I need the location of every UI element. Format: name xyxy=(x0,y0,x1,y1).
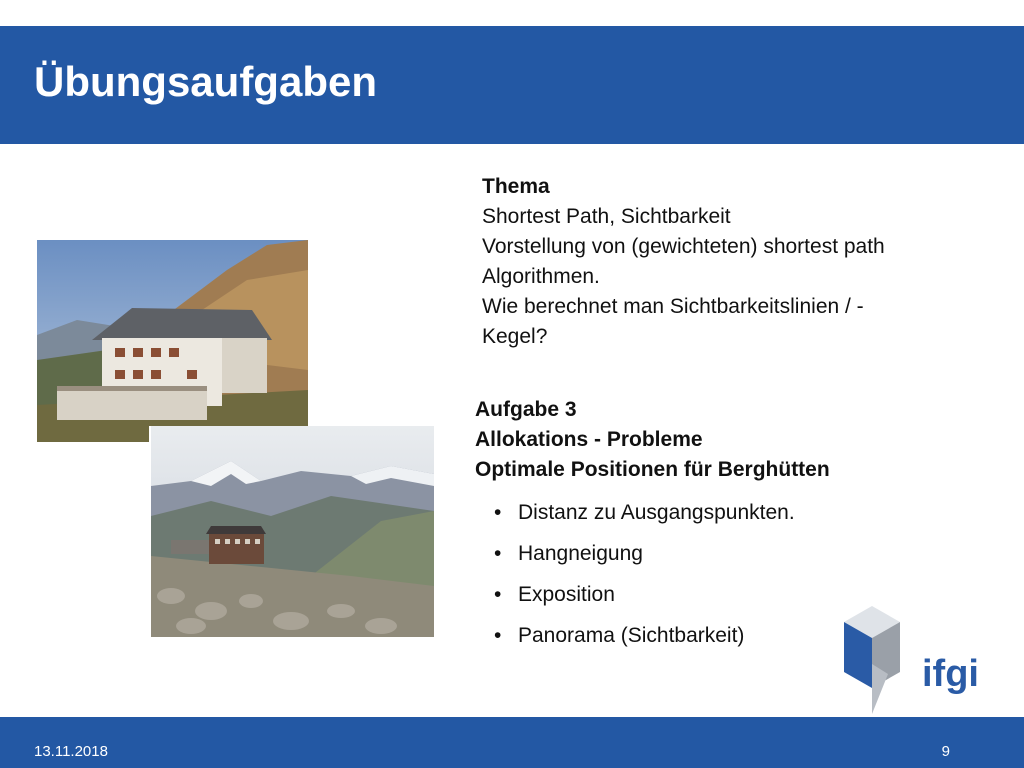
list-item-text: Distanz zu Ausgangspunkten. xyxy=(518,501,795,524)
list-item-text: Exposition xyxy=(518,583,615,606)
list-item xyxy=(494,619,795,660)
footer-band xyxy=(0,717,1024,768)
list-item xyxy=(494,537,795,578)
topic-heading: Thema xyxy=(482,175,550,198)
task-heading: Aufgabe 3 xyxy=(475,398,577,421)
bullet-icon: • xyxy=(494,583,502,606)
photo-mountain-hut-1 xyxy=(37,240,308,442)
page-number: 9 xyxy=(941,743,950,760)
list-item xyxy=(494,496,795,537)
slide-title: Übungsaufgaben xyxy=(34,58,377,105)
topic-line: Wie berechnet man Sichtbarkeitslinien / - xyxy=(482,295,864,318)
list-item-text: Hangneigung xyxy=(518,542,643,565)
task-block xyxy=(475,395,995,485)
bullet-icon: • xyxy=(494,542,502,565)
topic-line: Algorithmen. xyxy=(482,265,600,288)
ifgi-logo xyxy=(838,604,988,716)
criteria-list xyxy=(494,496,795,660)
topic-line: Shortest Path, Sichtbarkeit xyxy=(482,205,731,228)
footer-date: 13.11.2018 xyxy=(34,743,108,760)
bullet-icon: • xyxy=(494,501,502,524)
logo-text: ifgi xyxy=(922,653,979,695)
topic-line: Vorstellung von (gewichteten) shortest path xyxy=(482,235,885,258)
task-subheading: Allokations - Probleme xyxy=(475,428,703,451)
topic-block xyxy=(482,172,1002,352)
photo-mountain-hut-2 xyxy=(151,426,434,637)
title-band xyxy=(0,26,1024,144)
topic-line: Kegel? xyxy=(482,325,548,348)
list-item xyxy=(494,578,795,619)
task-subheading: Optimale Positionen für Berghütten xyxy=(475,458,830,481)
bullet-icon: • xyxy=(494,624,502,647)
list-item-text: Panorama (Sichtbarkeit) xyxy=(518,624,745,647)
